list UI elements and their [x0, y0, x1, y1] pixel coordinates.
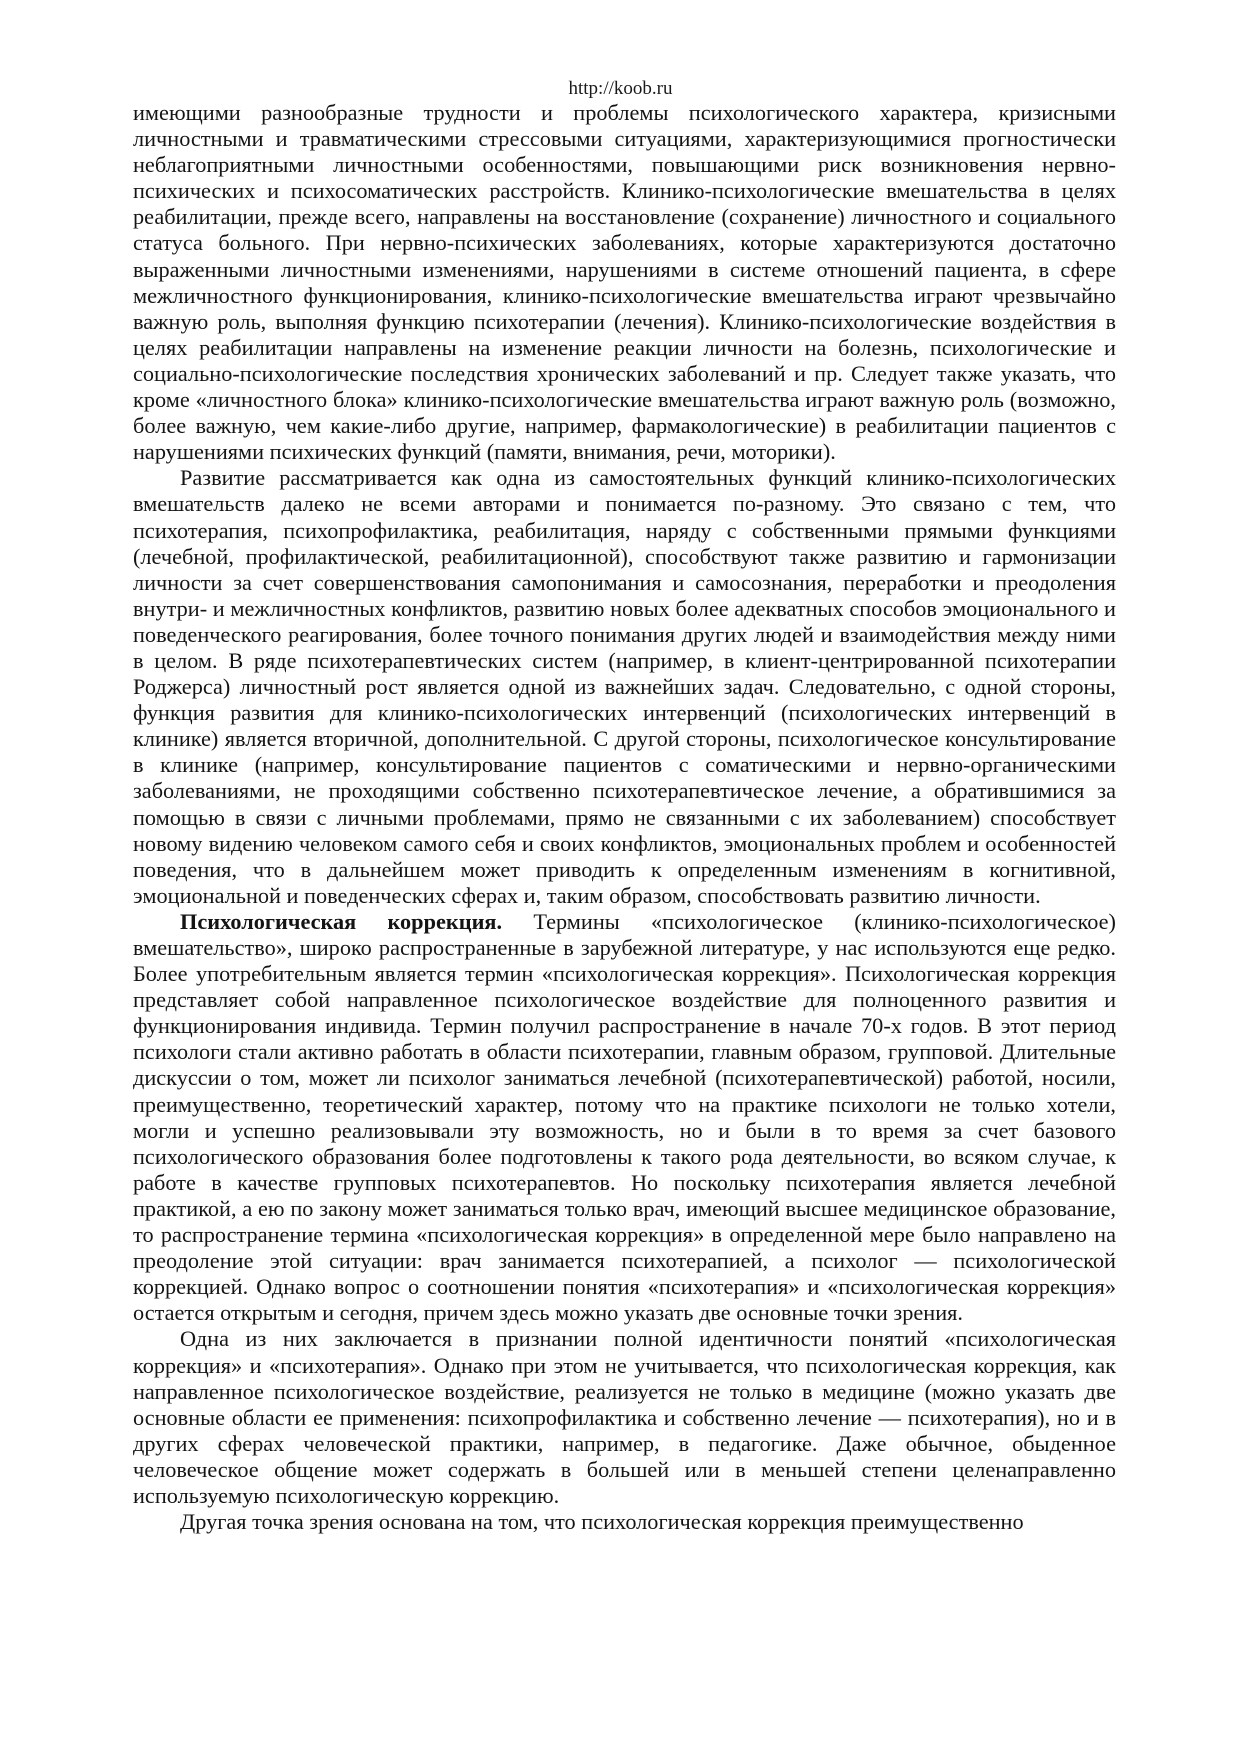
paragraph-2: Развитие рассматривается как одна из самостоятельных функций клинико-психологических вмешательств далеко не всеми авторами и понимается по-разному. Это связано с тем, что психотерапия, психопрофилактика, реабилитация, наряду с собственными прямыми функциями (лечебной, профилактической, реабилитационной), способствуют также развитию и гармонизации личности за счет совершенствования самопонимания и самосознания, переработки и преодоления внутри- и межличностных конфликтов, развитию новых более адекватных способов эмоционального и поведенческого реагирования, более точного понимания других людей и взаимодействия между ними в целом. В ряде психотерапевтических систем (например, в клиент-центрированной психотерапии Роджерса) личностный рост является одной из важнейших задач. Следовательно, с одной стороны, функция развития для клинико-психологических интервенций (психологических интервенций в клинике) является вторичной, дополнительной. С другой стороны, психологическое консультирование в клинике (например, консультирование пациентов с соматическими и нервно-органическими заболеваниями, не проходящими собственно психотерапевтическое лечение, а обратившимися за помощью в связи с личными проблемами, прямо не связанными с их заболеванием) способствует новому видению человеком самого себя и своих конфликтов, эмоциональных проблем и особенностей поведения, что в дальнейшем может приводить к определенным изменениям в когнитивной, эмоциональной и поведенческих сферах и, таким образом, способствовать развитию личности. — [133, 465, 1116, 908]
page-body — [133, 100, 1116, 1535]
paragraph-1: имеющими разнообразные трудности и проблемы психологического характера, кризисными личностными и травматическими стрессовыми ситуациями, характеризующимися прогностически неблагоприятными личностными особенностями, повышающими риск возникновения нервно-психических и психосоматических расстройств. Клинико-психологические вмешательства в целях реабилитации, прежде всего, направлены на восстановление (сохранение) личностного и социального статуса больного. При нервно-психических заболеваниях, которые характеризуются достаточно выраженными личностными изменениями, нарушениями в системе отношений пациента, в сфере межличностного функционирования, клинико-психологические вмешательства играют чрезвычайно важную роль, выполняя функцию психотерапии (лечения). Клинико-психологические воздействия в целях реабилитации направлены на изменение реакции личности на болезнь, психологические и социально-психологические последствия хронических заболеваний и пр. Следует также указать, что кроме «личностного блока» клинико-психологические вмешательства играют важную роль (возможно, более важную, чем какие-либо другие, например, фармакологические) в реабилитации пациентов с нарушениями психических функций (памяти, внимания, речи, моторики). — [133, 100, 1116, 465]
paragraph-4: Одна из них заключается в признании полной идентичности понятий «психологическая коррекция» и «психотерапия». Однако при этом не учитывается, что психологическая коррекция, как направленное психологическое воздействие, реализуется не только в медицине (можно указать две основные области ее применения: психопрофилактика и собственно лечение — психотерапия), но и в других сферах человеческой практики, например, в педагогике. Даже обычное, обыденное человеческое общение может содержать в большей или в меньшей степени целенаправленно используемую психологическую коррекцию. — [133, 1326, 1116, 1508]
page-header-url: http://koob.ru — [568, 78, 673, 99]
paragraph-3-text: Термины «психологическое (клинико-психологическое) вмешательство», широко распространенные в зарубежной литературе, у нас используются еще редко. Более употребительным является термин «психологическая коррекция». Психологическая коррекция представляет собой направленное психологическое воздействие для полноценного развития и функционирования индивида. Термин получил распространение в начале 70-х годов. В этот период психологи стали активно работать в области психотерапии, главным образом, групповой. Длительные дискуссии о том, может ли психолог заниматься лечебной (психотерапевтической) работой, носили, преимущественно, теоретический характер, потому что на практике психологи не только хотели, могли и успешно реализовывали эту возможность, но и были в то время за счет базового психологического образования более подготовлены к такого рода деятельности, во всяком случае, к работе в качестве групповых психотерапевтов. Но поскольку психотерапия является лечебной практикой, а ею по закону может заниматься только врач, имеющий высшее медицинское образование, то распространение термина «психологическая коррекция» в определенной мере было направлено на преодоление этой ситуации: врач занимается психотерапией, а психолог — психологической коррекцией. Однако вопрос о соотношении понятия «психотерапия» и «психологическая коррекция» остается открытым и сегодня, причем здесь можно указать две основные точки зрения. — [133, 908, 1116, 1326]
paragraph-5: Другая точка зрения основана на том, что психологическая коррекция преимущественно — [180, 1509, 1024, 1535]
paragraph-3 — [133, 909, 1116, 1327]
section-heading-psychological-correction: Психологическая коррекция. — [180, 908, 503, 934]
